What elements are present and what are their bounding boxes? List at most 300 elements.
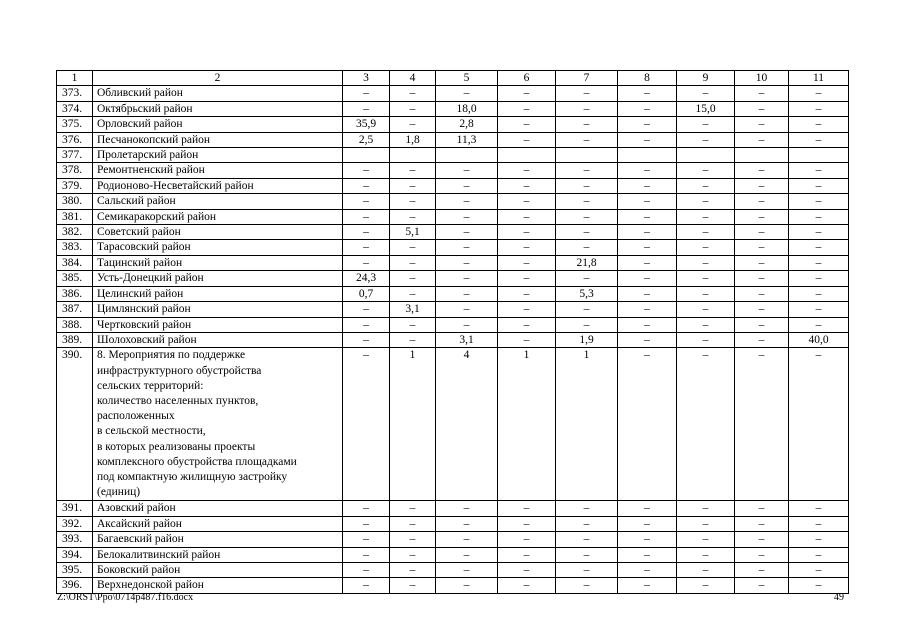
value-cell: – <box>735 163 789 178</box>
value-cell: – <box>789 547 849 562</box>
value-cell: – <box>789 209 849 224</box>
value-cell: – <box>343 225 390 240</box>
row-number: 376. <box>57 132 93 147</box>
row-number: 393. <box>57 532 93 547</box>
value-cell: – <box>618 178 677 193</box>
table-row <box>57 317 849 332</box>
header-cell: 11 <box>789 71 849 86</box>
value-cell: – <box>735 117 789 132</box>
value-cell: – <box>735 209 789 224</box>
table-row <box>57 255 849 270</box>
district-name: Родионово-Несветайский район <box>93 178 343 193</box>
row-number: 391. <box>57 501 93 516</box>
value-cell: – <box>343 101 390 116</box>
value-cell: – <box>343 163 390 178</box>
value-cell: – <box>390 317 436 332</box>
row-number: 375. <box>57 117 93 132</box>
description-line: комплексного обустройства площадками <box>97 455 297 468</box>
value-cell: – <box>618 332 677 347</box>
value-cell: – <box>390 516 436 531</box>
value-cell: – <box>498 562 556 577</box>
value-cell: – <box>436 225 498 240</box>
value-cell: – <box>677 348 735 501</box>
value-cell: – <box>390 163 436 178</box>
value-cell: 35,9 <box>343 117 390 132</box>
value-cell: – <box>498 225 556 240</box>
value-cell: – <box>556 163 618 178</box>
value-cell: – <box>498 286 556 301</box>
value-cell: – <box>735 255 789 270</box>
value-cell: – <box>735 547 789 562</box>
header-cell: 5 <box>436 71 498 86</box>
value-cell: – <box>789 302 849 317</box>
table-row <box>57 132 849 147</box>
value-cell: – <box>556 547 618 562</box>
value-cell: – <box>556 271 618 286</box>
value-cell: – <box>556 302 618 317</box>
value-cell: – <box>618 562 677 577</box>
value-cell: – <box>498 163 556 178</box>
value-cell: – <box>343 240 390 255</box>
table-row <box>57 562 849 577</box>
table-row <box>57 271 849 286</box>
table-row <box>57 225 849 240</box>
value-cell: – <box>677 209 735 224</box>
value-cell: – <box>343 178 390 193</box>
row-number: 389. <box>57 332 93 347</box>
table-row <box>57 302 849 317</box>
value-cell: – <box>789 317 849 332</box>
value-cell: – <box>343 562 390 577</box>
value-cell: – <box>677 578 735 593</box>
value-cell: – <box>789 86 849 101</box>
value-cell: – <box>677 271 735 286</box>
value-cell: – <box>677 516 735 531</box>
value-cell: – <box>556 501 618 516</box>
value-cell: – <box>618 317 677 332</box>
value-cell: – <box>677 302 735 317</box>
district-name: Октябрьский район <box>93 101 343 116</box>
header-row <box>57 71 849 86</box>
value-cell: – <box>498 271 556 286</box>
value-cell: – <box>556 516 618 531</box>
description-line: сельских территорий: <box>97 379 204 392</box>
value-cell: – <box>436 532 498 547</box>
value-cell: – <box>498 578 556 593</box>
value-cell: – <box>556 317 618 332</box>
value-cell: – <box>556 101 618 116</box>
footer-file-path: Z:\ORST\Ppo\0714p487.f16.docx <box>57 592 194 603</box>
value-cell: – <box>618 86 677 101</box>
value-cell: 24,3 <box>343 271 390 286</box>
value-cell: – <box>735 516 789 531</box>
district-name: Песчанокопский район <box>93 132 343 147</box>
value-cell: – <box>789 532 849 547</box>
district-name: Азовский район <box>93 501 343 516</box>
value-cell: – <box>556 178 618 193</box>
table-row <box>57 209 849 224</box>
district-name: Цимлянский район <box>93 302 343 317</box>
value-cell: – <box>789 286 849 301</box>
value-cell: – <box>789 163 849 178</box>
value-cell: – <box>789 348 849 501</box>
value-cell: – <box>618 101 677 116</box>
district-name: Тарасовский район <box>93 240 343 255</box>
value-cell: – <box>789 132 849 147</box>
district-name: Орловский район <box>93 117 343 132</box>
value-cell: – <box>556 532 618 547</box>
value-cell: – <box>390 194 436 209</box>
value-cell: 3,1 <box>390 302 436 317</box>
value-cell: – <box>677 117 735 132</box>
value-cell: 2,5 <box>343 132 390 147</box>
value-cell <box>343 148 390 163</box>
value-cell: 15,0 <box>677 101 735 116</box>
value-cell: – <box>498 317 556 332</box>
table-row <box>57 194 849 209</box>
value-cell: – <box>618 532 677 547</box>
value-cell: – <box>343 547 390 562</box>
description-line: (единиц) <box>97 486 141 499</box>
value-cell: – <box>498 516 556 531</box>
value-cell: – <box>677 547 735 562</box>
value-cell: – <box>735 332 789 347</box>
row-number: 378. <box>57 163 93 178</box>
value-cell: – <box>677 532 735 547</box>
value-cell: 1,8 <box>390 132 436 147</box>
value-cell: – <box>390 117 436 132</box>
value-cell: – <box>390 86 436 101</box>
value-cell: – <box>735 101 789 116</box>
value-cell: – <box>436 501 498 516</box>
value-cell: – <box>677 178 735 193</box>
value-cell: – <box>677 194 735 209</box>
value-cell: – <box>436 547 498 562</box>
table-row <box>57 578 849 593</box>
value-cell: 1 <box>556 348 618 501</box>
value-cell: – <box>556 562 618 577</box>
district-name: Багаевский район <box>93 532 343 547</box>
header-cell: 3 <box>343 71 390 86</box>
value-cell: – <box>618 271 677 286</box>
value-cell: – <box>343 209 390 224</box>
value-cell <box>677 148 735 163</box>
value-cell: – <box>789 240 849 255</box>
value-cell: – <box>343 194 390 209</box>
value-cell: – <box>789 501 849 516</box>
value-cell: – <box>498 178 556 193</box>
value-cell: – <box>677 317 735 332</box>
value-cell: – <box>618 286 677 301</box>
value-cell <box>556 148 618 163</box>
value-cell: – <box>343 532 390 547</box>
value-cell: – <box>618 163 677 178</box>
district-name: Семикаракорский район <box>93 209 343 224</box>
value-cell: – <box>556 225 618 240</box>
value-cell: – <box>677 86 735 101</box>
value-cell: – <box>618 209 677 224</box>
value-cell: – <box>735 501 789 516</box>
value-cell: – <box>677 255 735 270</box>
value-cell: – <box>343 516 390 531</box>
value-cell: – <box>618 501 677 516</box>
value-cell: – <box>498 240 556 255</box>
value-cell: – <box>436 516 498 531</box>
value-cell: – <box>618 255 677 270</box>
value-cell: 18,0 <box>436 101 498 116</box>
value-cell: – <box>735 225 789 240</box>
value-cell: – <box>677 225 735 240</box>
value-cell: – <box>789 271 849 286</box>
value-cell: – <box>436 317 498 332</box>
value-cell: – <box>343 332 390 347</box>
table-row <box>57 86 849 101</box>
value-cell: – <box>436 578 498 593</box>
description-line: в сельской местности, <box>97 425 206 438</box>
row-number: 386. <box>57 286 93 301</box>
description-line: расположенных <box>97 410 175 423</box>
district-name: Ремонтненский район <box>93 163 343 178</box>
header-cell: 8 <box>618 71 677 86</box>
value-cell: – <box>556 86 618 101</box>
value-cell: – <box>735 348 789 501</box>
value-cell: – <box>343 302 390 317</box>
value-cell: – <box>390 178 436 193</box>
district-name: Шолоховский район <box>93 332 343 347</box>
value-cell: – <box>390 286 436 301</box>
value-cell: – <box>498 101 556 116</box>
district-name: Аксайский район <box>93 516 343 531</box>
value-cell: – <box>618 194 677 209</box>
table-row <box>57 148 849 163</box>
value-cell: – <box>556 132 618 147</box>
value-cell: – <box>735 86 789 101</box>
value-cell: – <box>677 132 735 147</box>
value-cell: – <box>498 209 556 224</box>
value-cell: – <box>556 578 618 593</box>
value-cell: 3,1 <box>436 332 498 347</box>
value-cell <box>618 148 677 163</box>
value-cell: – <box>498 194 556 209</box>
row-number: 387. <box>57 302 93 317</box>
value-cell: – <box>343 348 390 501</box>
table-row <box>57 501 849 516</box>
value-cell <box>789 148 849 163</box>
value-cell: – <box>343 255 390 270</box>
data-table <box>56 70 849 594</box>
value-cell: – <box>735 240 789 255</box>
value-cell: – <box>735 578 789 593</box>
value-cell: – <box>498 332 556 347</box>
value-cell: – <box>735 532 789 547</box>
value-cell: – <box>343 501 390 516</box>
table-row <box>57 240 849 255</box>
description-line: под компактную жилищную застройку <box>97 470 288 483</box>
value-cell: – <box>677 163 735 178</box>
district-name: Советский район <box>93 225 343 240</box>
value-cell: – <box>677 286 735 301</box>
value-cell: – <box>436 240 498 255</box>
district-name: Верхнедонской район <box>93 578 343 593</box>
table-row <box>57 163 849 178</box>
value-cell: – <box>789 117 849 132</box>
district-name: Чертковский район <box>93 317 343 332</box>
value-cell: – <box>618 117 677 132</box>
value-cell: – <box>390 562 436 577</box>
value-cell: – <box>556 240 618 255</box>
value-cell: 4 <box>436 348 498 501</box>
value-cell: 11,3 <box>436 132 498 147</box>
table-row <box>57 286 849 301</box>
district-name: Боковский район <box>93 562 343 577</box>
value-cell: – <box>498 117 556 132</box>
value-cell: – <box>618 516 677 531</box>
value-cell: – <box>735 286 789 301</box>
value-cell: – <box>789 178 849 193</box>
header-cell: 4 <box>390 71 436 86</box>
value-cell: – <box>390 209 436 224</box>
value-cell: 0,7 <box>343 286 390 301</box>
description-line: количество населенных пунктов, <box>97 394 259 407</box>
district-name: Обливский район <box>93 86 343 101</box>
row-number: 382. <box>57 225 93 240</box>
value-cell: – <box>498 255 556 270</box>
value-cell: – <box>436 286 498 301</box>
row-number: 377. <box>57 148 93 163</box>
value-cell: – <box>436 178 498 193</box>
value-cell: – <box>390 532 436 547</box>
value-cell: 1,9 <box>556 332 618 347</box>
header-cell: 2 <box>93 71 343 86</box>
value-cell: – <box>789 194 849 209</box>
value-cell: – <box>618 547 677 562</box>
value-cell: – <box>556 209 618 224</box>
row-number: 394. <box>57 547 93 562</box>
value-cell: – <box>789 101 849 116</box>
value-cell: – <box>735 562 789 577</box>
value-cell: – <box>618 240 677 255</box>
value-cell: – <box>390 547 436 562</box>
value-cell: 5,1 <box>390 225 436 240</box>
value-cell: – <box>390 271 436 286</box>
description-line: в которых реализованы проекты <box>97 440 256 453</box>
row-number: 392. <box>57 516 93 531</box>
value-cell: – <box>436 562 498 577</box>
value-cell: – <box>618 225 677 240</box>
value-cell: – <box>618 578 677 593</box>
table-row-measure <box>57 348 849 501</box>
value-cell: 1 <box>498 348 556 501</box>
value-cell: – <box>735 178 789 193</box>
value-cell: – <box>735 317 789 332</box>
value-cell: – <box>618 302 677 317</box>
value-cell: – <box>556 117 618 132</box>
row-number: 396. <box>57 578 93 593</box>
district-name: Сальский район <box>93 194 343 209</box>
table-row <box>57 516 849 531</box>
row-number: 395. <box>57 562 93 577</box>
value-cell: – <box>390 578 436 593</box>
table-row <box>57 332 849 347</box>
row-number: 385. <box>57 271 93 286</box>
value-cell: – <box>677 562 735 577</box>
district-name: Тацинский район <box>93 255 343 270</box>
table-row <box>57 547 849 562</box>
value-cell: – <box>436 163 498 178</box>
district-name: Целинский район <box>93 286 343 301</box>
value-cell: – <box>390 101 436 116</box>
value-cell: – <box>498 547 556 562</box>
value-cell: – <box>677 240 735 255</box>
row-number: 374. <box>57 101 93 116</box>
value-cell: – <box>677 501 735 516</box>
district-name: Пролетарский район <box>93 148 343 163</box>
district-name: Усть-Донецкий район <box>93 271 343 286</box>
header-cell: 1 <box>57 71 93 86</box>
value-cell: – <box>789 578 849 593</box>
value-cell: – <box>436 209 498 224</box>
value-cell <box>436 148 498 163</box>
value-cell: – <box>390 501 436 516</box>
value-cell: – <box>735 302 789 317</box>
value-cell: – <box>343 317 390 332</box>
value-cell: 40,0 <box>789 332 849 347</box>
value-cell: – <box>390 332 436 347</box>
table-row <box>57 178 849 193</box>
value-cell: – <box>677 332 735 347</box>
value-cell: – <box>436 271 498 286</box>
measure-description <box>93 348 343 501</box>
value-cell <box>735 148 789 163</box>
value-cell: – <box>343 578 390 593</box>
value-cell: 5,3 <box>556 286 618 301</box>
row-number: 373. <box>57 86 93 101</box>
value-cell: – <box>789 225 849 240</box>
footer-page-number: 49 <box>834 592 844 603</box>
row-number: 384. <box>57 255 93 270</box>
table-row <box>57 101 849 116</box>
description-line: 8. Мероприятия по поддержке <box>97 349 246 362</box>
header-cell: 7 <box>556 71 618 86</box>
district-name: Белокалитвинский район <box>93 547 343 562</box>
row-number: 379. <box>57 178 93 193</box>
value-cell: – <box>436 194 498 209</box>
value-cell: – <box>436 302 498 317</box>
value-cell: – <box>390 255 436 270</box>
value-cell: – <box>618 348 677 501</box>
value-cell: – <box>390 240 436 255</box>
value-cell: 21,8 <box>556 255 618 270</box>
value-cell: – <box>556 194 618 209</box>
description-line: инфраструктурного обустройства <box>97 364 262 377</box>
row-number: 388. <box>57 317 93 332</box>
header-cell: 9 <box>677 71 735 86</box>
value-cell: – <box>436 86 498 101</box>
value-cell: – <box>789 562 849 577</box>
value-cell: – <box>498 532 556 547</box>
row-number: 380. <box>57 194 93 209</box>
header-cell: 6 <box>498 71 556 86</box>
row-number: 383. <box>57 240 93 255</box>
value-cell: – <box>498 132 556 147</box>
header-cell: 10 <box>735 71 789 86</box>
value-cell <box>390 148 436 163</box>
value-cell: – <box>498 501 556 516</box>
row-number: 390. <box>57 348 93 501</box>
value-cell: – <box>498 86 556 101</box>
value-cell: – <box>343 86 390 101</box>
value-cell: – <box>789 516 849 531</box>
